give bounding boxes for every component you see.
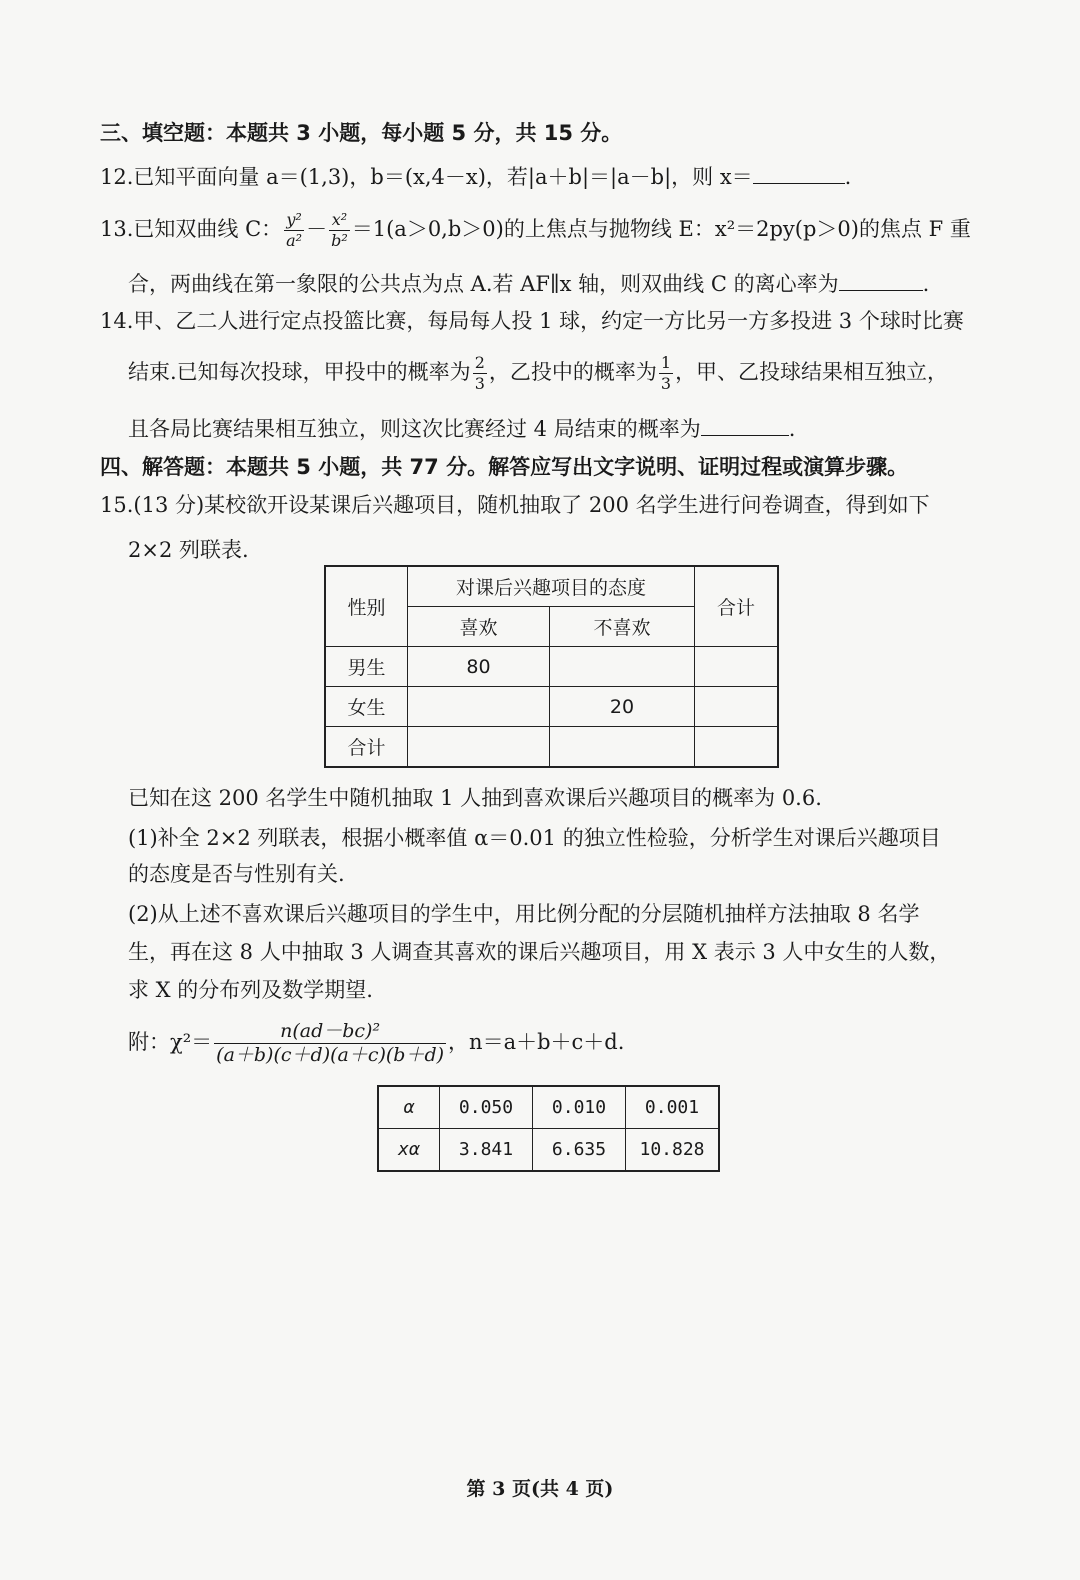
q15-part1-line1: (1)补全 2×2 列联表，根据小概率值 α＝0.01 的独立性检验，分析学生对课后兴趣项目: [128, 826, 941, 850]
prob-yi-frac: $\frac{1}{3}$: [660, 353, 672, 393]
table-row: [378, 1129, 719, 1172]
page-footer: 第 3 页(共 4 页): [466, 1478, 614, 1500]
header-dislike: 不喜欢: [550, 607, 695, 647]
q14-answer-blank[interactable]: [701, 413, 789, 436]
q13-frac-y2-a2: $\frac{\text{y²}}{\text{a²}}$: [286, 210, 303, 250]
row-label: 合计: [325, 727, 408, 768]
q15-given: 已知在这 200 名学生中随机抽取 1 人抽到喜欢课后兴趣项目的概率为 0.6.: [128, 786, 822, 810]
cell-like: [408, 727, 550, 768]
table-row: [325, 647, 778, 687]
question-14-line1: 14.甲、乙二人进行定点投篮比赛，每局每人投 1 球，约定一方比另一方多投进 3 个球时比赛: [100, 309, 964, 333]
question-12: [100, 161, 851, 191]
table-row: [325, 687, 778, 727]
cell-total: [695, 687, 779, 727]
prob-jia-frac: $\frac{2}{3}$: [474, 353, 485, 393]
q12-period: .: [844, 165, 852, 189]
cell-total: [695, 647, 779, 687]
alpha-label: α: [378, 1086, 440, 1129]
cell-total: [695, 727, 779, 768]
section3-heading: 三、填空题：本题共 3 小题，每小题 5 分，共 15 分。: [100, 121, 623, 145]
cell-like: 80: [408, 647, 550, 687]
critical-value-table: [377, 1085, 720, 1172]
q12-answer-blank[interactable]: [753, 161, 845, 184]
x-alpha-label: xα: [378, 1129, 440, 1172]
row-label: 女生: [325, 687, 408, 727]
question-13-line2: 合，两曲线在第一象限的公共点为点 A.若 AF∥x 轴，则双曲线 C 的离心率为 .: [128, 268, 929, 298]
q15-part1-line2: 的态度是否与性别有关.: [128, 862, 345, 886]
cell-like: [408, 687, 550, 727]
q15-part2-line1: (2)从上述不喜欢课后兴趣项目的学生中，用比例分配的分层随机抽样方法抽取 8 名学: [128, 902, 920, 926]
q13-frac-x2-b2: $\frac{\text{x²}}{\text{b²}}$: [331, 210, 348, 250]
q12-text: 12.已知平面向量 a＝(1,3)，b＝(x,4－x)，若|a＋b|＝|a－b|，则 x＝: [100, 165, 753, 189]
chi-square-formula: 附：χ²＝ $\frac{\text{n(ad－bc)²}}{(a+b)(c+d)(a+c)(b+d)}$ ，n＝a＋b＋c＋d.: [128, 1020, 625, 1066]
question-13: 13.已知双曲线 C： $\frac{\text{y²}}{\text{a²}}$ － $\frac{\text{x²}}{\text{b²}}$ ＝1(a＞0,b＞0)的上焦点与抛物线 E：x²＝2py(p＞0)的焦点 F 重: [100, 210, 971, 250]
question-14-line2: 结束.已知每次投球，甲投中的概率为 $\frac{2}{3}$ ，乙投中的概率为 $\frac{1}{3}$ ，甲、乙投球结果相互独立，: [128, 353, 949, 393]
question-14-line3: 且各局比赛结果相互独立，则这次比赛经过 4 局结束的概率为 .: [128, 413, 795, 443]
x-alpha-value: 6.635: [533, 1129, 626, 1172]
header-gender: 性别: [325, 566, 408, 647]
header-attitude: 对课后兴趣项目的态度: [408, 566, 695, 607]
alpha-value: 0.050: [440, 1086, 533, 1129]
question-15-line2: 2×2 列联表.: [128, 538, 249, 562]
alpha-value: 0.001: [626, 1086, 720, 1129]
chi-square-fraction: $\frac{\text{n(ad－bc)²}}{(a+b)(c+d)(a+c)(b+d)}$: [216, 1020, 445, 1066]
q13-suffix: ＝1(a＞0,b＞0)的上焦点与抛物线 E：x²＝2py(p＞0)的焦点 F 重: [351, 217, 971, 241]
alpha-value: 0.010: [533, 1086, 626, 1129]
table-row: [325, 727, 778, 768]
q15-part2-line2: 生，再在这 8 人中抽取 3 人调查其喜欢的课后兴趣项目，用 X 表示 3 人中女生的人数，: [128, 940, 951, 964]
row-label: 男生: [325, 647, 408, 687]
cell-dislike: [550, 727, 695, 768]
cell-dislike: 20: [550, 687, 695, 727]
header-total: 合计: [695, 566, 779, 647]
section4-heading: 四、解答题：本题共 5 小题，共 77 分。解答应写出文字说明、证明过程或演算步骤。: [100, 455, 909, 479]
q15-part2-line3: 求 X 的分布列及数学期望.: [128, 978, 373, 1002]
x-alpha-value: 3.841: [440, 1129, 533, 1172]
question-15-line1: 15.(13 分)某校欲开设某课后兴趣项目，随机抽取了 200 名学生进行问卷调查，得到如下: [100, 493, 930, 517]
x-alpha-value: 10.828: [626, 1129, 720, 1172]
q13-answer-blank[interactable]: [839, 268, 923, 291]
table-row: [378, 1086, 719, 1129]
q13-prefix: 13.已知双曲线 C：: [100, 217, 283, 241]
contingency-table: [324, 565, 779, 768]
cell-dislike: [550, 647, 695, 687]
header-like: 喜欢: [408, 607, 550, 647]
